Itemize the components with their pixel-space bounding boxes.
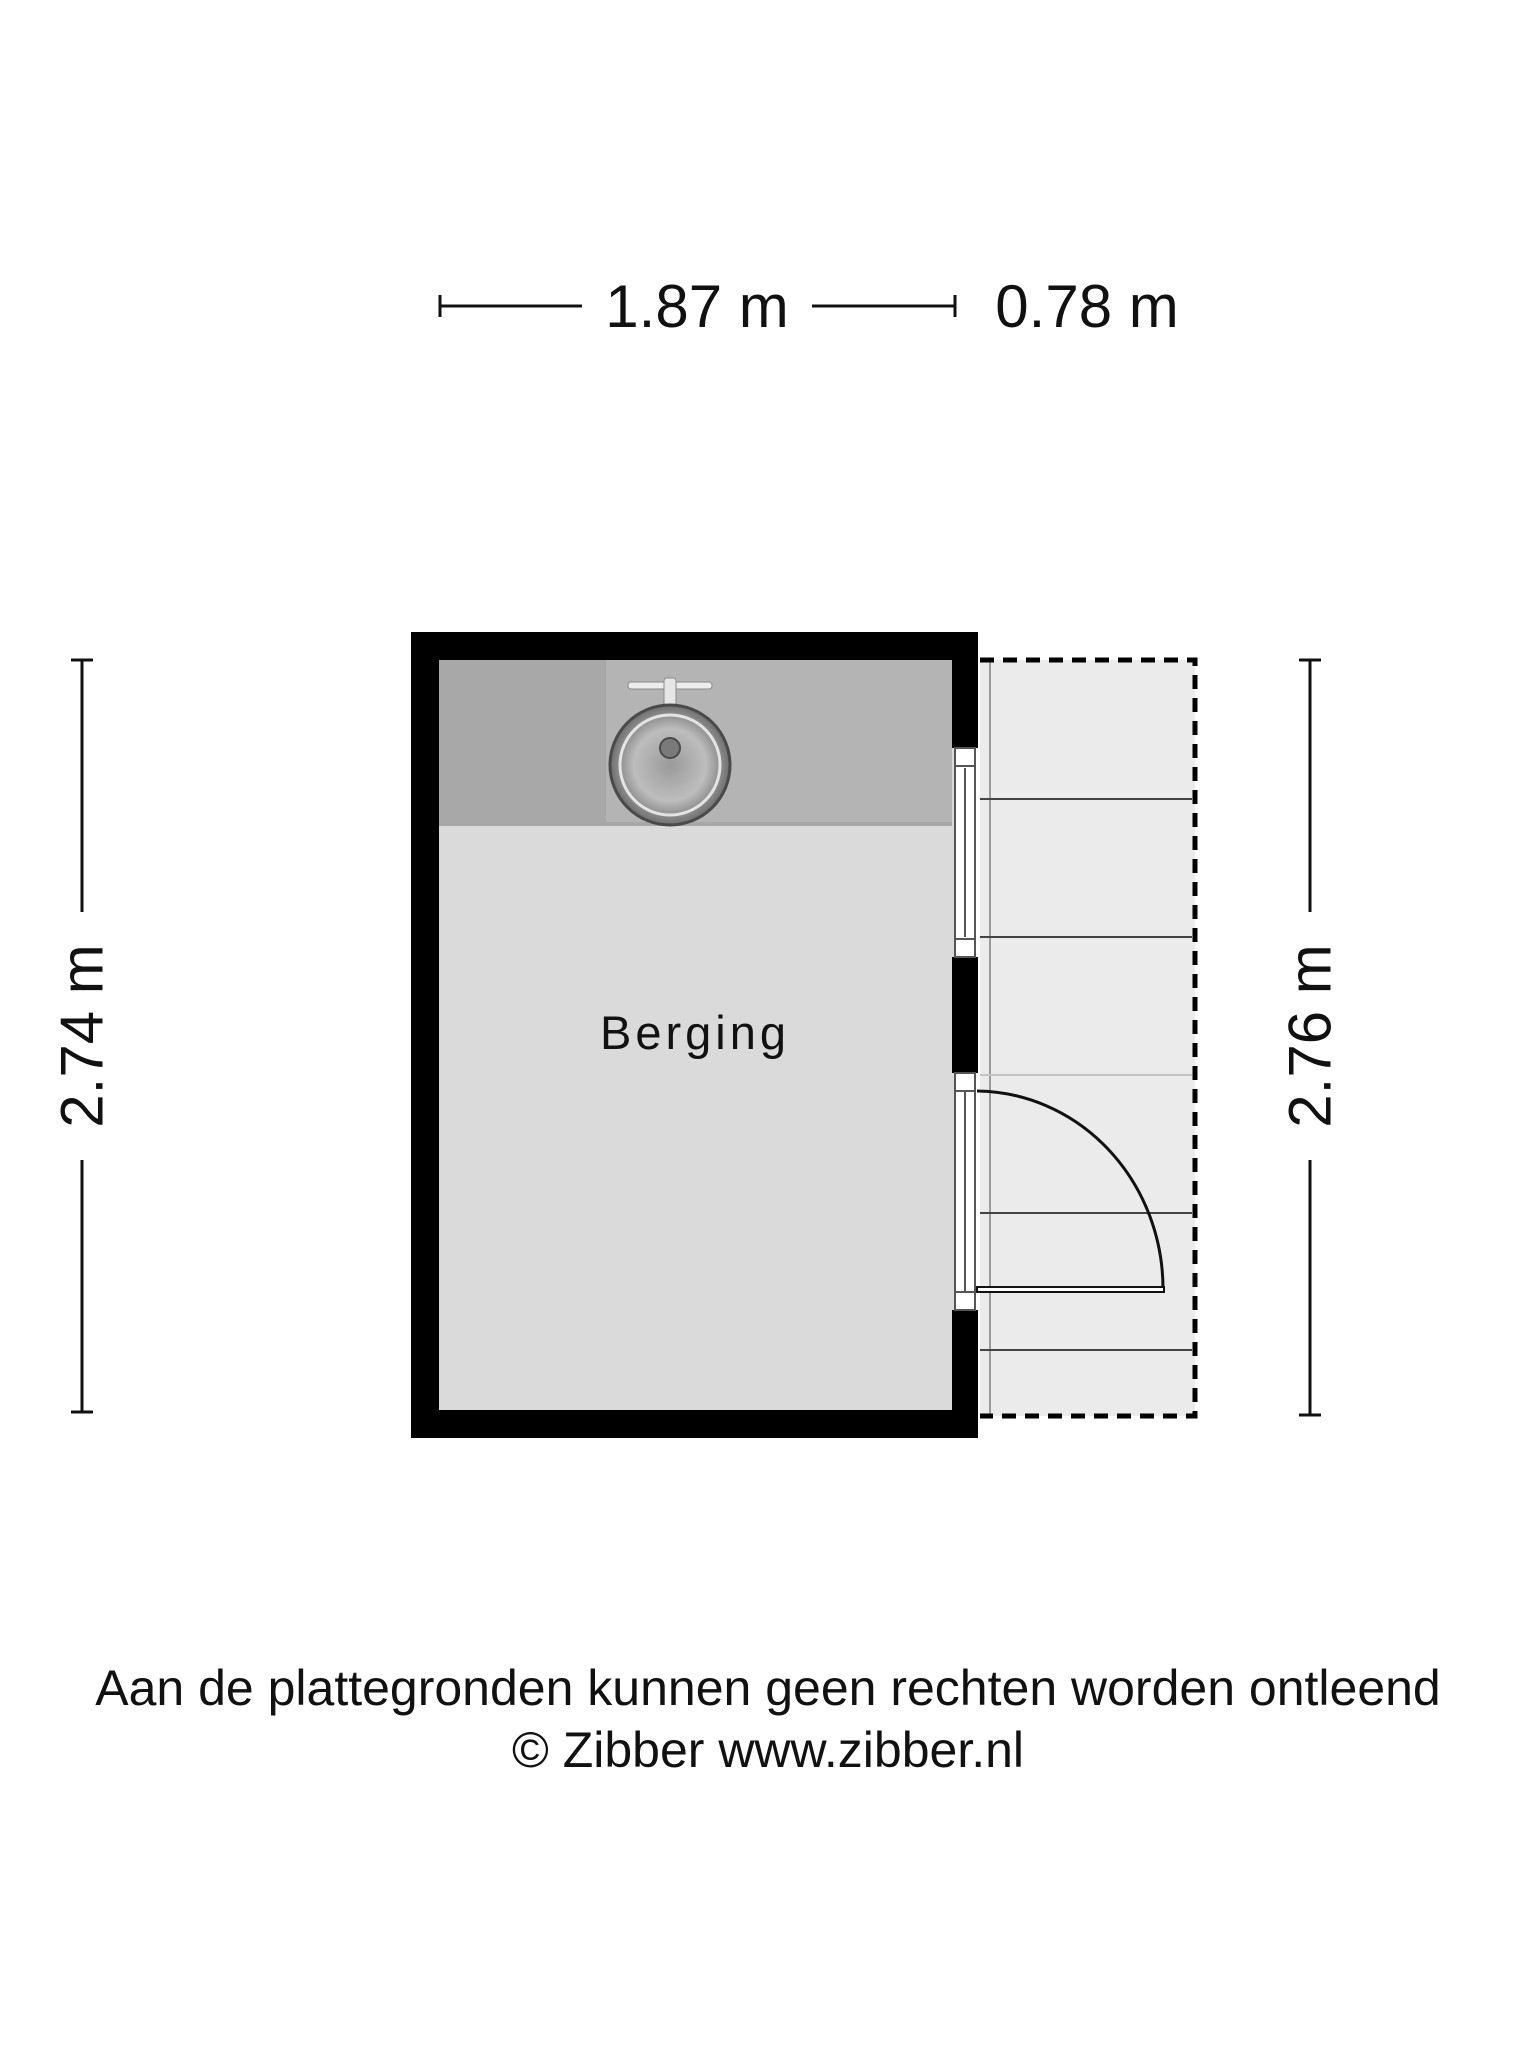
door-leaf (977, 1287, 1164, 1292)
left-dimension (49, 660, 116, 1412)
window (955, 748, 975, 957)
outside-area (980, 660, 1195, 1416)
top-dimension (440, 273, 1179, 340)
height-left-label: 2.74 m (48, 944, 116, 1128)
width-outside-label: 0.78 m (995, 273, 1179, 340)
height-right-label: 2.76 m (1276, 944, 1344, 1128)
room-label-berging: Berging (600, 1006, 790, 1059)
disclaimer-text: Aan de plattegronden kunnen geen rechten worden ontleend (95, 1660, 1441, 1716)
copyright-text: © Zibber www.zibber.nl (511, 1722, 1025, 1778)
width-main-label: 1.87 m (605, 273, 789, 340)
right-dimension (1277, 660, 1344, 1415)
